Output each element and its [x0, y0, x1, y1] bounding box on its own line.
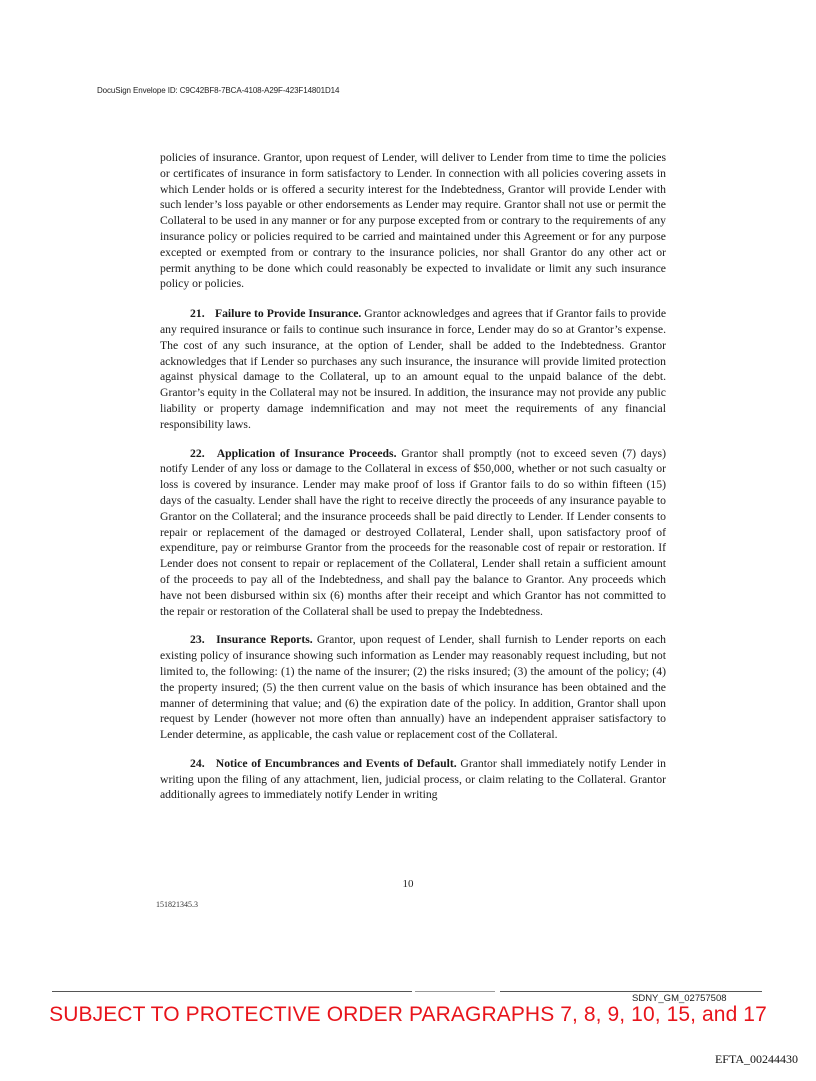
section-number: 22.: [190, 446, 205, 460]
section-number: 23.: [190, 633, 205, 647]
footer-divider-right: [500, 991, 762, 992]
section-24: [160, 756, 666, 803]
protective-order-notice: SUBJECT TO PROTECTIVE ORDER PARAGRAPHS 7, 8, 9, 10, 15, and 17: [49, 1003, 767, 1026]
footer-divider-faint: [415, 991, 495, 992]
document-number: 151821345.3: [156, 900, 198, 909]
section-title: Application of Insurance Proceeds.: [216, 446, 397, 460]
docusign-envelope-id: DocuSign Envelope ID: C9C42BF8-7BCA-4108-A29F-423F14801D14: [97, 86, 340, 95]
document-body: [160, 150, 666, 816]
section-number: 24.: [190, 756, 205, 770]
section-23: [160, 632, 666, 743]
section-21: [160, 306, 666, 432]
page-number: 10: [402, 878, 414, 890]
section-text: Grantor, upon request of Lender, shall furnish to Lender reports on each existing policy of insurance showing such information as Lender may reasonably request including, but not limited to, the following: (1) the name of the insurer; (2) the risks insured; (3) the amount of the policy; (4) the property insured; (5) the then current value on the basis of which insurance has been obtained and the manner of determining that value; and (6) the expiration date of the policy. In addition, Grantor shall upon request by Lender (however not more often than annually) have an independent appraiser satisfactory to Lender determine, as applicable, the cash value or replacement cost of the Collateral.: [160, 633, 667, 742]
section-text: Grantor shall immediately notify Lender in writing upon the filing of any attachment, lien, judicial process, or claim relating to the Collateral. Grantor additionally agrees to immediately notify Lender in writing: [160, 756, 667, 802]
section-22: [160, 446, 666, 620]
bates-number: SDNY_GM_02757508: [632, 993, 727, 1004]
section-title: Notice of Encumbrances and Events of Default.: [215, 756, 457, 770]
section-number: 21.: [190, 307, 205, 321]
intro-paragraph: policies of insurance. Grantor, upon request of Lender, will deliver to Lender from time to time the policies or certificates of insurance in form satisfactory to Lender. In connection with all policies covering assets in which Lender holds or is offered a security interest for the Indebtedness, Grantor will provide Lender with such lender’s loss payable or other endorsements as Lender may require. Grantor shall not use or permit the Collateral to be used in any manner or for any purpose excepted from or contrary to the requirements of any insurance policy or policies required to be carried and maintained under this Agreement or for any purpose excepted or exempted from or contrary to the insurance policies, nor shall Grantor do any other act or permit anything to be done which could reasonably be expected to invalidate or limit any such insurance policy or policies.: [160, 151, 666, 291]
section-text: Grantor acknowledges and agrees that if Grantor fails to provide any required insurance or fails to continue such insurance in force, Lender may do so at Grantor’s expense. The cost of any such insurance, at the option of Lender, shall be added to the Indebtedness. Grantor acknowledges that if Lender so purchases any such insurance, the insurance will provide limited protection against physical damage to the Collateral, up to an amount equal to the unpaid balance of the debt. Grantor’s equity in the Collateral may not be insured. In addition, the insurance may not provide any public liability or property damage indemnification and may not meet the requirements of any financial responsibility laws.: [160, 307, 667, 431]
section-title: Insurance Reports.: [216, 633, 313, 647]
efta-number: EFTA_00244430: [714, 1052, 798, 1066]
section-title: Failure to Provide Insurance.: [214, 307, 362, 321]
section-text: Grantor shall promptly (not to exceed seven (7) days) notify Lender of any loss or damage to the Collateral in excess of $50,000, whether or not such casualty or loss is covered by insurance. Lender may make proof of loss if Grantor fails to do so within fifteen (15) days of the casualty. Lender shall have the right to receive directly the proceeds of any insurance payable to Grantor on the Collateral; and the insurance proceeds shall be paid directly to Lender. If Lender consents to repair or replacement of the damaged or destroyed Collateral, Lender shall, upon satisfactory proof of expenditure, pay or reimburse Grantor from the proceeds for the reasonable cost of repair or restoration. If Lender does not consent to repair or replacement of the Collateral, Lender shall retain a sufficient amount of the proceeds to pay all of the Indebtedness, and shall pay the balance to Grantor. Any proceeds which have not been disbursed within six (6) months after their receipt and which Grantor has not committed to the repair or restoration of the Collateral shall be used to prepay the Indebtedness.: [160, 446, 666, 618]
footer-divider: [52, 991, 412, 992]
